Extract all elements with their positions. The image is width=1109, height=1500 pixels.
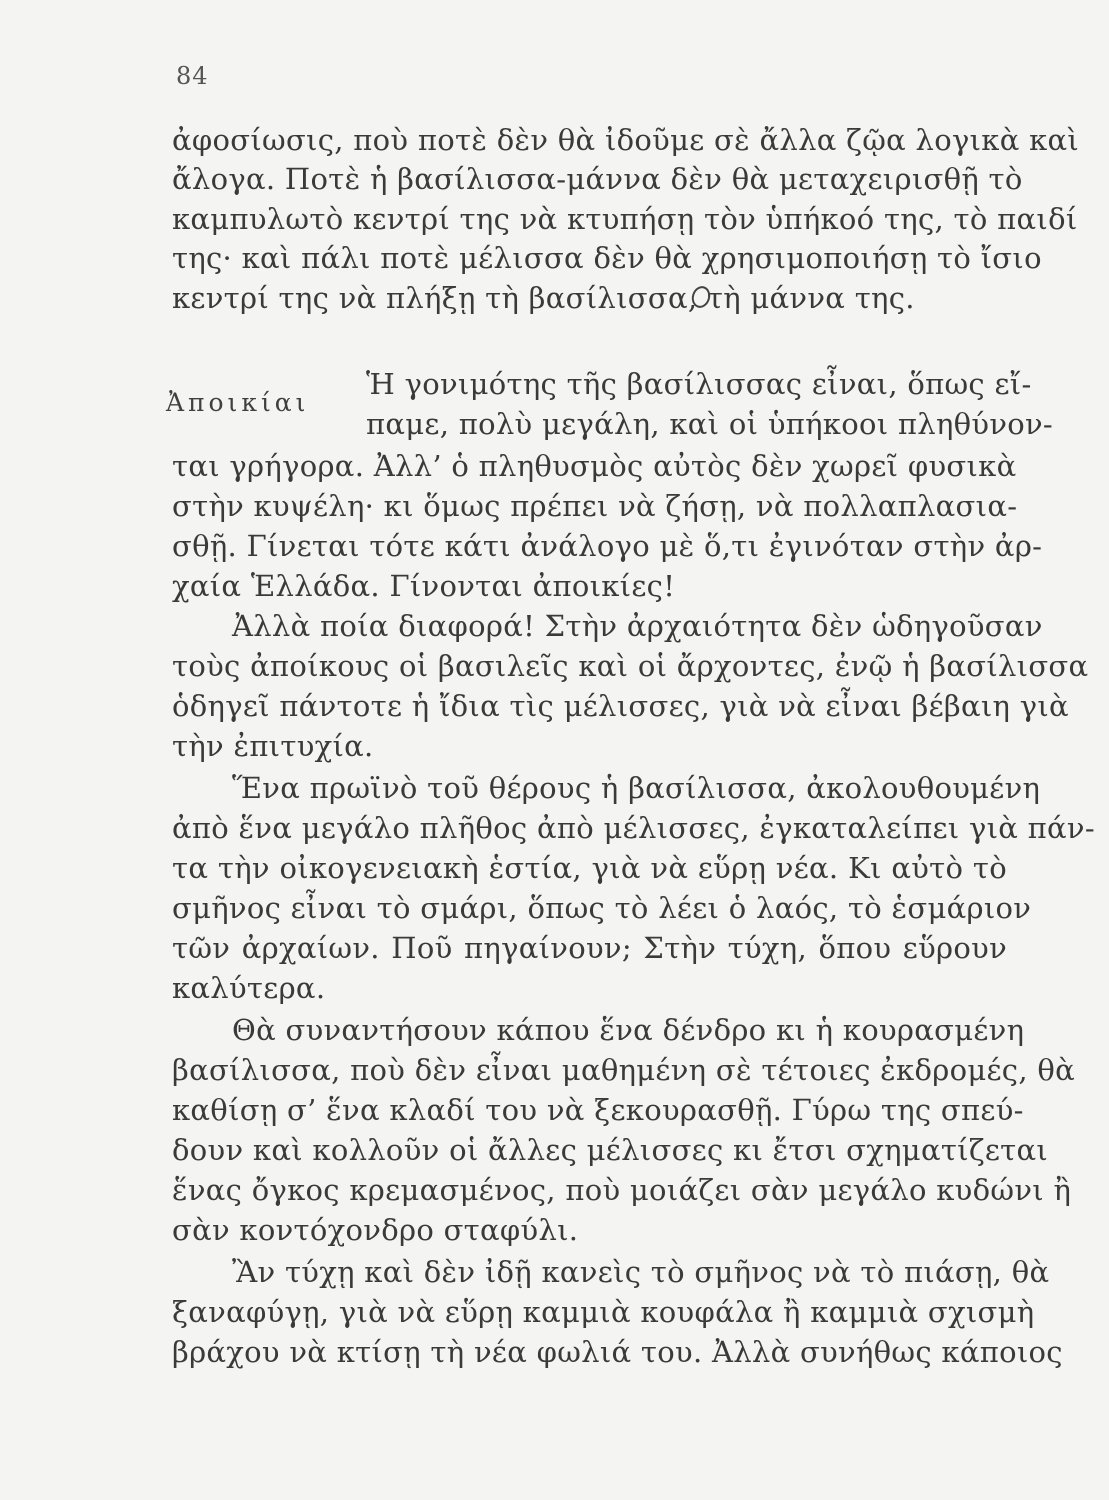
text-line: βράχου νὰ κτίσῃ τὴ νέα φωλιά του. Ἀλλὰ συνήθως κάποιος <box>172 1335 1063 1369</box>
text-line: τὴν ἐπιτυχία. <box>172 729 374 763</box>
text-line: ται γρήγορα. Ἀλλ’ ὁ πληθυσμὸς αὐτὸς δὲν χωρεῖ φυσικὰ <box>172 449 1017 483</box>
text-line: ἕνας ὄγκος κρεμασμένος, ποὺ μοιάζει σὰν μεγάλο κυδώνι ἢ <box>172 1173 1072 1207</box>
text-line: ξαναφύγῃ, γιὰ νὰ εὕρῃ καμμιὰ κουφάλα ἢ καμμιὰ σχισμὴ <box>172 1295 1035 1329</box>
text-line: σὰν κοντόχονδρο σταφύλι. <box>172 1213 579 1247</box>
text-line: τοὺς ἀποίκους οἱ βασιλεῖς καὶ οἱ ἄρχοντες, ἐνῷ ἡ βασίλισσα <box>172 649 1089 683</box>
text-line: ἄλογα. Ποτὲ ἡ βασίλισσα-μάννα δὲν θὰ μεταχειρισθῇ τὸ <box>172 162 1023 196</box>
text-line: σμῆνος εἶναι τὸ σμάρι, ὅπως τὸ λέει ὁ λαός, τὸ ἑσμάριον <box>172 891 1032 925</box>
text-line: της· καὶ πάλι ποτὲ μέλισσα δὲν θὰ χρησιμοποιήσῃ τὸ ἴσιο <box>172 241 1042 275</box>
margin-note: Ἀποικίαι <box>166 388 310 417</box>
text-line: Θὰ συναντήσουν κάπου ἕνα δένδρο κι ἡ κουρασμένη <box>232 1013 1025 1047</box>
text-line: Ἕνα πρωϊνὸ τοῦ θέρους ἡ βασίλισσα, ἀκολουθουμένη <box>232 771 1041 805</box>
text-line: Ἂν τύχῃ καὶ δὲν ἰδῇ κανεὶς τὸ σμῆνος νὰ τὸ πιάσῃ, θὰ <box>232 1255 1050 1289</box>
text-line: τα τὴν οἰκογενειακὴ ἑστία, γιὰ νὰ εὕρῃ νέα. Κι αὐτὸ τὸ <box>172 851 1007 885</box>
text-line: Ἀλλὰ ποία διαφορά! Στὴν ἀρχαιότητα δὲν ὡδηγοῦσαν <box>232 609 1043 643</box>
text-line: καθίσῃ σ’ ἕνα κλαδί του νὰ ξεκουρασθῇ. Γύρω της σπεύ- <box>172 1093 1024 1127</box>
text-line: τῶν ἀρχαίων. Ποῦ πηγαίνουν; Στὴν τύχη, ὅπου εὕρουν <box>172 931 1007 965</box>
text-line: κεντρί της νὰ πλήξῃ τὴ βασίλισσα, τὴ μάννα της. <box>172 281 915 315</box>
text-line: ἀπὸ ἕνα μεγάλο πλῆθος ἀπὸ μέλισσες, ἐγκαταλείπει γιὰ πάν- <box>172 811 1095 845</box>
text-line: στὴν κυψέλη· κι ὅμως πρέπει νὰ ζήσῃ, νὰ πολλαπλασια- <box>172 489 1018 523</box>
text-line: βασίλισσα, ποὺ δὲν εἶναι μαθημένη σὲ τέτοιες ἐκδρομές, θὰ <box>172 1053 1076 1087</box>
text-line: παμε, πολὺ μεγάλη, καὶ οἱ ὑπήκοοι πληθύνον- <box>366 407 1054 441</box>
text-line: δουν καὶ κολλοῦν οἱ ἄλλες μέλισσες κι ἔτσι σχηματίζεται <box>172 1133 1049 1167</box>
text-line: καμπυλωτὸ κεντρί της νὰ κτυπήσῃ τὸν ὑπήκοό της, τὸ παιδί <box>172 202 1078 236</box>
text-line: ὁδηγεῖ πάντοτε ἡ ἴδια τὶς μέλισσες, γιὰ νὰ εἶναι βέβαιη γιὰ <box>172 689 1069 723</box>
text-line: Ἡ γονιμότης τῆς βασίλισσας εἶναι, ὅπως εἴ- <box>366 367 1032 401</box>
text-line: σθῇ. Γίνεται τότε κάτι ἀνάλογο μὲ ὅ,τι ἐγινόταν στὴν ἀρ- <box>172 529 1043 563</box>
text-line: καλύτερα. <box>172 971 326 1005</box>
text-line: χαία Ἑλλάδα. Γίνονται ἀποικίες! <box>172 569 676 603</box>
page-number: 84 <box>176 62 209 90</box>
text-line: ἀφοσίωσις, ποὺ ποτὲ δὲν θὰ ἰδοῦμε σὲ ἄλλα ζῷα λογικὰ καὶ <box>172 123 1080 157</box>
